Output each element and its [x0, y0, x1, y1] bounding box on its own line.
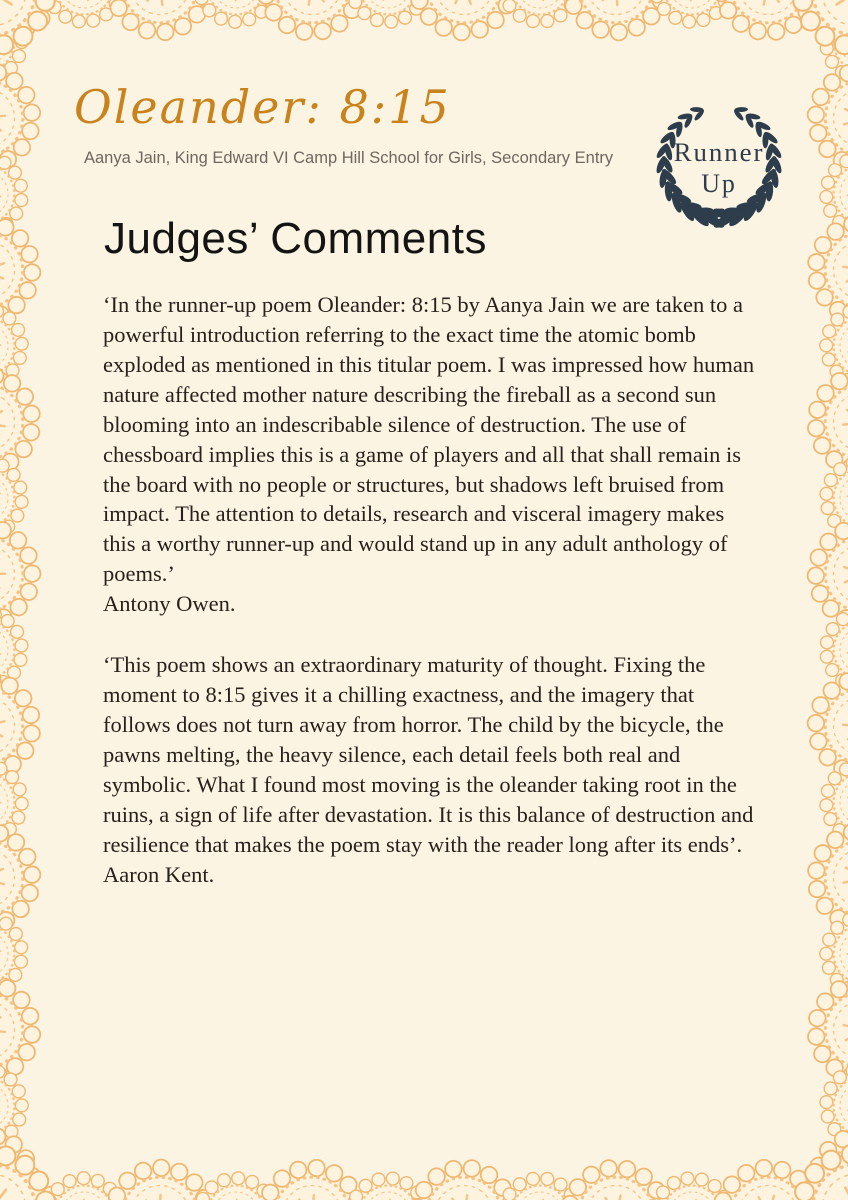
comment-attribution: Aaron Kent.	[103, 861, 215, 887]
byline: Aanya Jain, King Edward VI Camp Hill School for Girls, Secondary Entry	[84, 149, 614, 167]
comment-quote: ‘This poem shows an extraordinary maturity of thought. Fixing the moment to 8:15 gives it a chilling exactness, and the imagery that follows does not turn away from horror. The child by the bicycle, the pawns melting, the heavy silence, each detail feels both real and symbolic. What I found most moving is the oleander taking root in the ruins, a sign of life after devastation. It is this balance of destruction and resilience that makes the poem stay with the reader long after its ends’.	[103, 652, 754, 857]
judges-comments-heading: Judges’ Comments	[104, 214, 487, 263]
judges-comments-body	[103, 290, 761, 890]
comment-quote: ‘In the runner-up poem Oleander: 8:15 by Aanya Jain we are taken to a powerful introduction referring to the exact time the atomic bomb exploded as mentioned in this titular poem. I was impressed how human nature affected mother nature describing the fireball as a second sun blooming into an indescribable silence of destruction. The use of chessboard implies this is a game of players and all that shall remain is the board with no people or structures, but shadows left bruised from impact. The attention to details, research and visceral imagery makes this a worthy runner-up and would stand up in any adult anthology of poems.’	[103, 292, 755, 587]
laurel-wreath-icon	[638, 88, 800, 238]
comment-block	[103, 650, 761, 889]
comment-block	[103, 290, 761, 619]
badge-text-line1: Runner	[673, 137, 765, 168]
comment-attribution: Antony Owen.	[103, 591, 236, 617]
page-title: Oleander: 8:15	[74, 80, 451, 134]
badge-text-line2: Up	[701, 168, 737, 198]
award-badge	[638, 88, 800, 238]
